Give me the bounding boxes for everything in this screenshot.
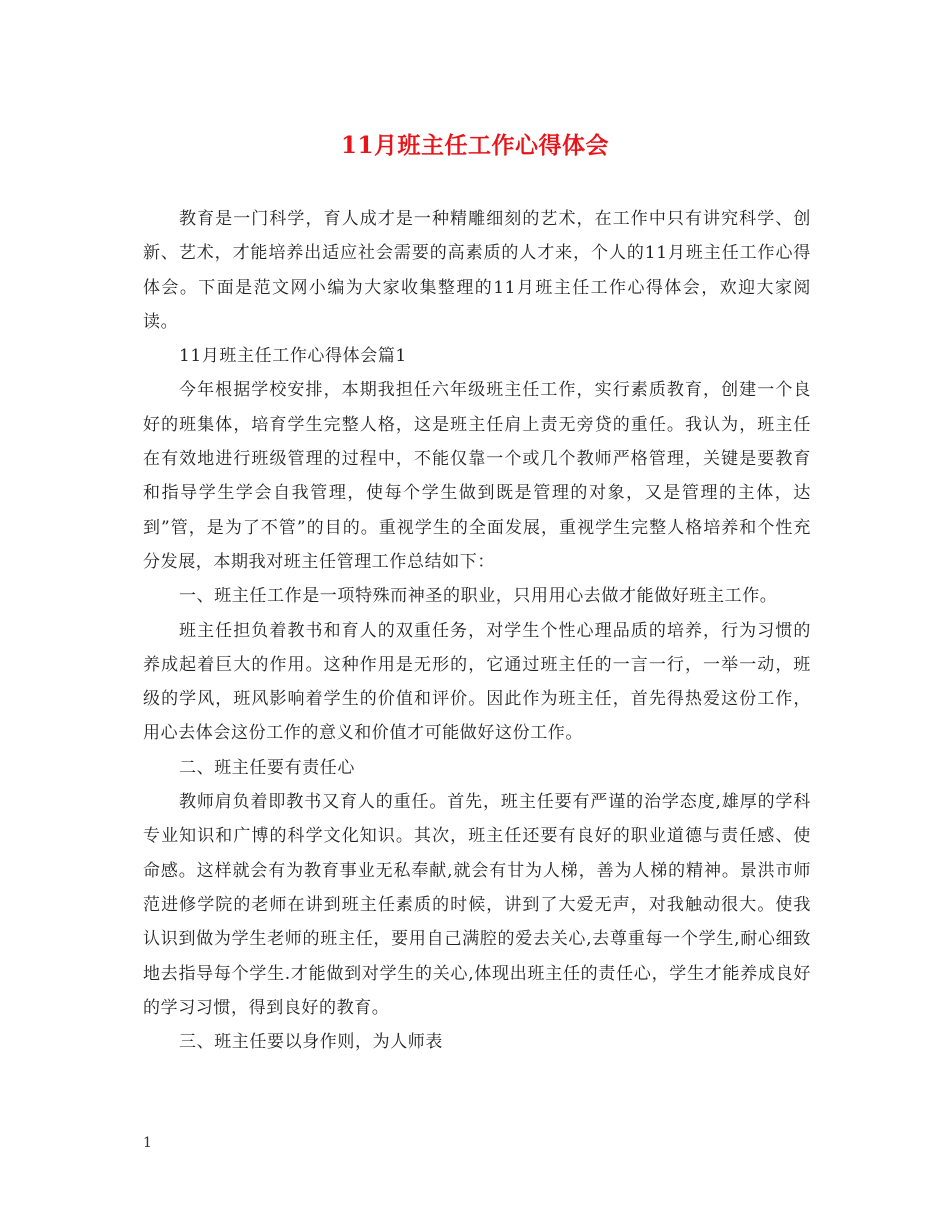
section-heading-2: 二、班主任要有责任心 — [179, 757, 355, 778]
body-paragraph: 今年根据学校安排，本期我担任六年级班主任工作，实行素质教育，创建一个良好的班集体，培育学生完整人格，这是班主任肩上责无旁贷的重任。我认为，班主任在有效地进行班级管理的过程中，不能仅靠一个或几个教师严格管理，关键是要教育和指导学生学会自我管理，使每个学生做到既是管理的对象，又是管理的主体，达到”管，是为了不管”的目的。重视学生的全面发展，重视学生完整人格培养和个性充分发展，本期我对班主任管理工作总结如下： — [143, 380, 811, 572]
section-heading-1: 一、班主任工作是一项特殊而神圣的职业，只用用心去做才能做好班主工作。 — [179, 586, 778, 607]
section-heading-part-1: 11月班主任工作心得体会篇1 — [179, 346, 407, 367]
body-paragraph: 班主任担负着教书和育人的双重任务，对学生个性心理品质的培养，行为习惯的养成起着巨大的作用。这种作用是无形的，它通过班主任的一言一行，一举一动，班级的学风，班风影响着学生的价值和评价。因此作为班主任，首先得热爱这份工作，用心去体会这份工作的意义和价值才可能做好这份工作。 — [143, 620, 811, 744]
body-paragraph: 教师肩负着即教书又育人的重任。首先，班主任要有严谨的治学态度,雄厚的学科专业知识和广博的科学文化知识。其次，班主任还要有良好的职业道德与责任感、使命感。这样就会有为教育事业无私奉献,就会有甘为人梯，善为人梯的精神。景洪市师范进修学院的老师在讲到班主任素质的时候，讲到了大爱无声，对我触动很大。使我认识到做为学生老师的班主任，要用自己满腔的爱去关心,去尊重每一个学生,耐心细致地去指导每个学生.才能做到对学生的关心,体现出班主任的责任心，学生才能养成良好的学习习惯，得到良好的教育。 — [143, 792, 811, 1018]
intro-paragraph: 教育是一门科学，育人成才是一种精雕细刻的艺术，在工作中只有讲究科学、创新、艺术，才能培养出适应社会需要的高素质的人才来，个人的11月班主任工作心得体会。下面是范文网小编为大家收集整理的11月班主任工作心得体会，欢迎大家阅读。 — [143, 209, 811, 332]
document-body — [143, 202, 811, 1059]
page-number: 1 — [143, 1135, 152, 1151]
section-heading-3: 三、班主任要以身作则，为人师表 — [179, 1032, 443, 1053]
page-title: 11月班主任工作心得体会 — [340, 132, 609, 159]
